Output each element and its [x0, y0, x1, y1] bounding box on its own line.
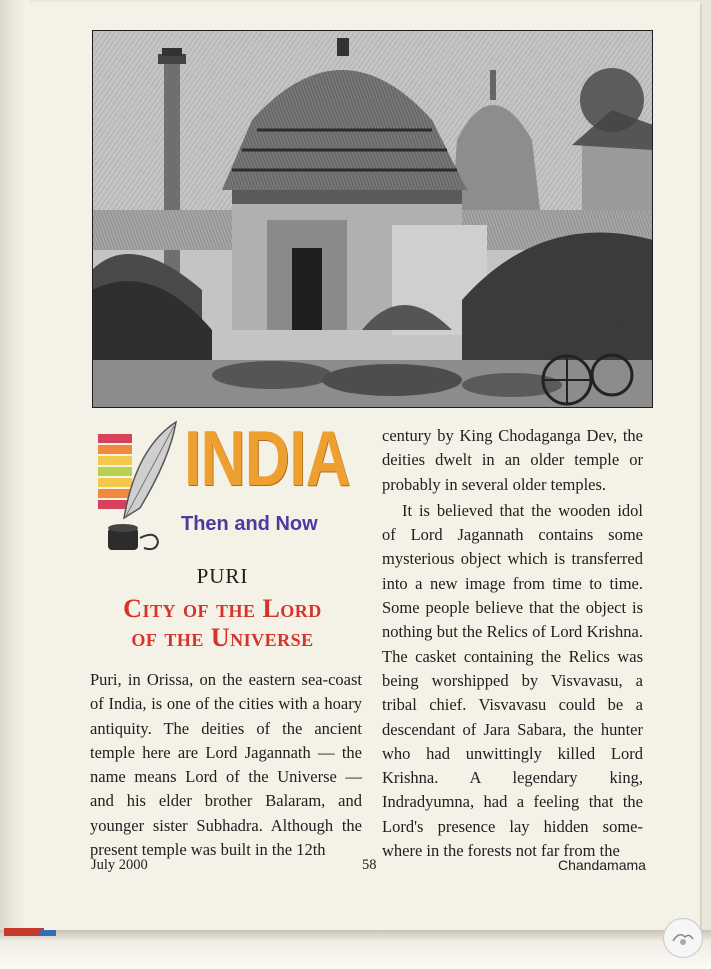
series-logo [96, 414, 351, 558]
right-column [382, 424, 643, 863]
right-column-paragraph-2: It is believed that the wooden idol of Lord Jagannath contains some mysterious object which is transferred into a new image from time to time. Some people believe that the object is nothing but the Relics of Lord Krishna. The casket containing the Relics was being worshipped by Visvavasu, a tribal chief. Visvavasu could be a descendant of Jara Sabara, the hunter who had unwittingly killed Lord Krishna. A legendary king, Indradyumna, had a feeling that the Lord's presence lay hidden some-where in the forests not far from the [382, 500, 643, 861]
footer-date: July 2000 [91, 857, 148, 873]
left-column [90, 668, 362, 862]
article-subtitle-line-1: City of the Lord [123, 594, 322, 623]
article-subtitle [100, 594, 345, 652]
page-bottom-edge [0, 930, 711, 969]
article-subtitle-line-2: of the Universe [131, 623, 314, 652]
temple-illustration [92, 30, 653, 408]
cover-edge-red [4, 928, 44, 936]
right-column-paragraph-1: century by King Chodaganga Dev, the deities dwelt in an older temple or probably in several older temples. [382, 426, 643, 494]
logo-tagline: Then and Now [181, 513, 318, 535]
cover-edge-blue [40, 930, 56, 936]
quill-pen-icon [96, 418, 182, 558]
article-place-heading: PURI [196, 564, 249, 588]
left-column-paragraph: Puri, in Orissa, on the eastern sea-coast of India, is one of the cities with a hoary antiquity. The deities of the ancient temple here are Lord Jagannath — the name means Lord of the Universe — and his elder brother Balaram, and younger sister Subhadra. Although the present temple was built in the 12th [90, 670, 362, 860]
scanner-badge-icon [663, 918, 703, 958]
footer-publication: Chandamama [558, 857, 646, 873]
logo-india-word: INDIA [184, 414, 350, 502]
footer-page-number: 58 [362, 857, 377, 873]
